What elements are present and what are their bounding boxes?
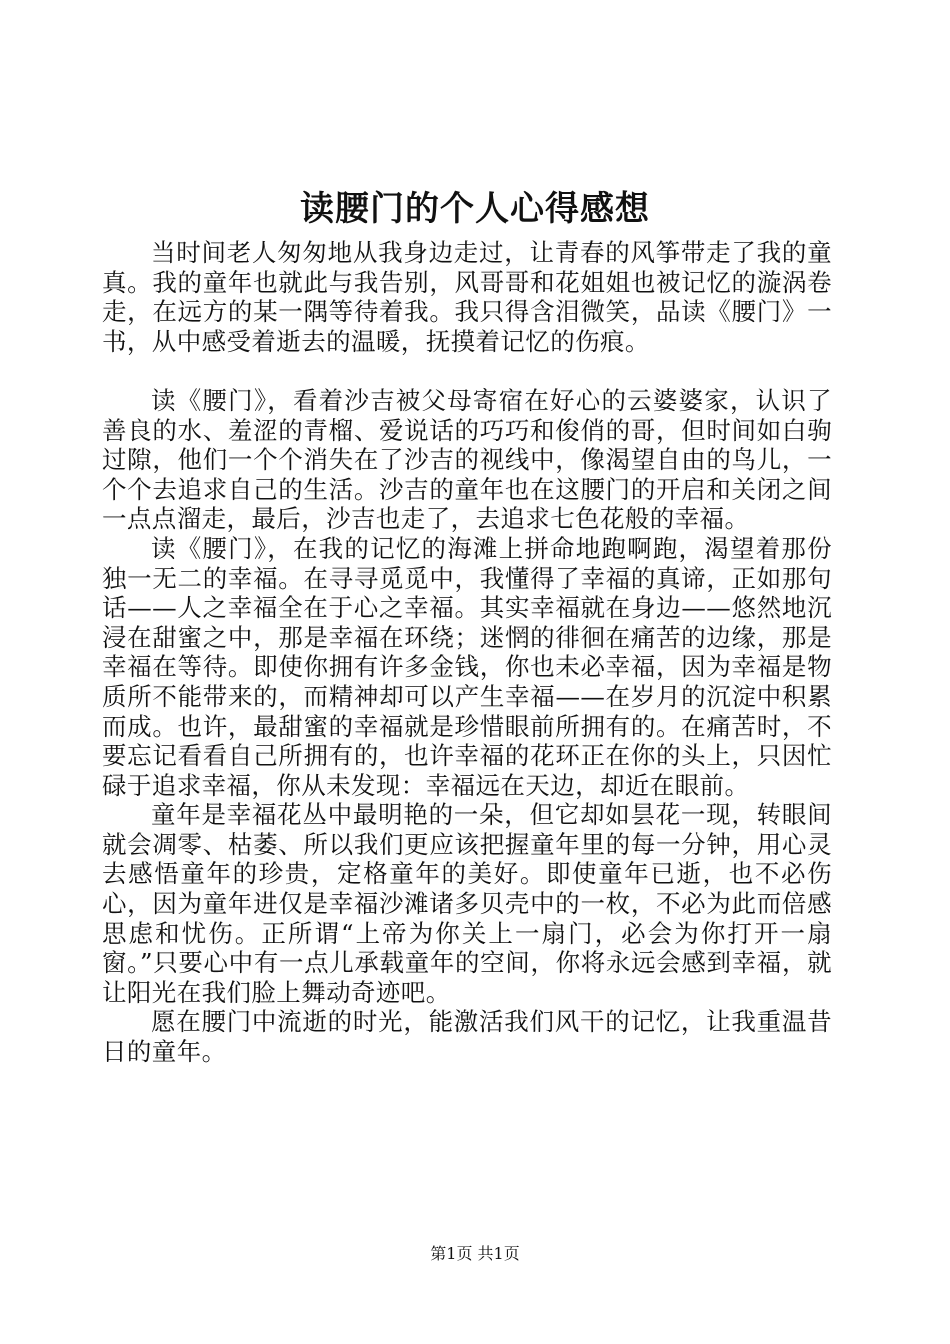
paragraph-3: 读《腰门》，在我的记忆的海滩上拼命地跑啊跑，渴望着那份独一无二的幸福。在寻寻觅觅中，我懂得了幸福的真谛，正如那句话——人之幸福全在于心之幸福。其实幸福就在身边——悠然地沉浸在甜蜜之中，那是幸福在环绕；迷惘的徘徊在痛苦的边缘，那是幸福在等待。即使你拥有许多金钱，你也未必幸福，因为幸福是物质所不能带来的，而精神却可以产生幸福——在岁月的沉淀中积累而成。也许，最甜蜜的幸福就是珍惜眼前所拥有的。在痛苦时，不要忘记看看自己所拥有的，也许幸福的花环正在你的头上，只因忙碌于追求幸福，你从未发现：幸福远在天边，却近在眼前。: [102, 533, 832, 800]
paragraph-2: 读《腰门》，看着沙吉被父母寄宿在好心的云婆婆家，认识了善良的水、羞涩的青榴、爱说话的巧巧和俊俏的哥，但时间如白驹过隙，他们一个个消失在了沙吉的视线中，像渴望自由的鸟儿，一个个去追求自己的生活。沙吉的童年也在这腰门的开启和关闭之间一点点溜走，最后，沙吉也走了，去追求七色花般的幸福。: [102, 385, 832, 534]
document-title: 读腰门的个人心得感想: [300, 189, 650, 229]
page-number-footer: 第1页 共1页: [430, 1244, 520, 1263]
paragraph-1: 当时间老人匆匆地从我身边走过，让青春的风筝带走了我的童真。我的童年也就此与我告别，风哥哥和花姐姐也被记忆的漩涡卷走，在远方的某一隅等待着我。我只得含泪微笑，品读《腰门》一书，从中感受着逝去的温暖，抚摸着记忆的伤痕。: [102, 238, 832, 356]
paragraph-5: 愿在腰门中流逝的时光，能激活我们风干的记忆，让我重温昔日的童年。: [102, 1007, 832, 1067]
paragraph-4: 童年是幸福花丛中最明艳的一朵，但它却如昙花一现，转眼间就会凋零、枯萎、所以我们更应该把握童年里的每一分钟，用心灵去感悟童年的珍贵，定格童年的美好。即使童年已逝，也不必伤心，因为童年进仅是幸福沙滩诸多贝壳中的一枚，不必为此而倍感思虑和忧伤。正所谓“上帝为你关上一扇门，必会为你打开一扇窗。”只要心中有一点儿承载童年的空间，你将永远会感到幸福，就让阳光在我们脸上舞动奇迹吧。: [102, 800, 832, 1007]
document-body: [102, 238, 832, 1067]
